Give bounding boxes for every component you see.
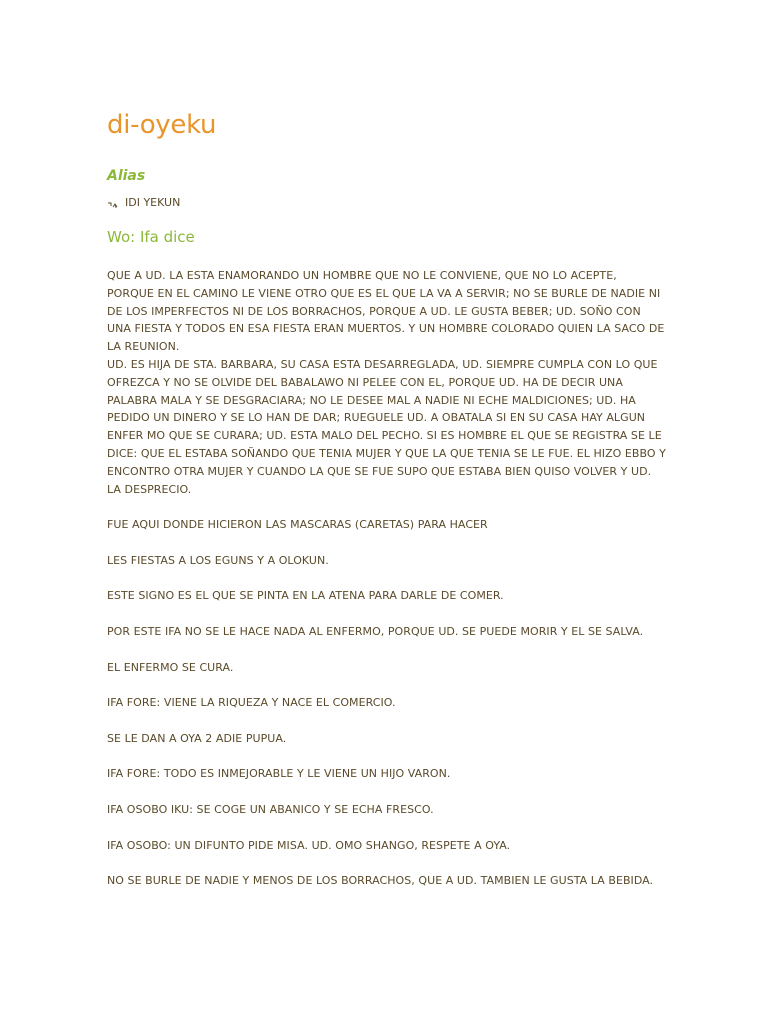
paragraph: NO SE BURLE DE NADIE Y MENOS DE LOS BORRACHOS, QUE A UD. TAMBIEN LE GUSTA LA BEBIDA. — [107, 874, 654, 888]
paragraph: IFA FORE: TODO ES INMEJORABLE Y LE VIENE UN HIJO VARON. — [107, 767, 451, 781]
section-heading: Wo: Ifa dice — [107, 228, 195, 246]
paragraph: LES FIESTAS A LOS EGUNS Y A OLOKUN. — [107, 553, 329, 567]
body-text — [107, 267, 667, 908]
paragraph: ESTE SIGNO ES EL QUE SE PINTA EN LA ATENA PARA DARLE DE COMER. — [107, 589, 504, 603]
paragraph: SE LE DAN A OYA 2 ADIE PUPUA. — [107, 731, 287, 745]
paragraph: QUE A UD. LA ESTA ENAMORANDO UN HOMBRE QUE NO LE CONVIENE, QUE NO LO ACEPTE, PORQUE EN EL CAMINO LE VIENE OTRO QUE ES EL QUE LA VA A SERVIR; NO SE BURLE DE NADIE NI DE LOS IMPERFECTOS NI DE LOS BORRACHOS, PORQUE A UD. LE GUSTA BEBER; UD. SOÑO CON UNA FIESTA Y TODOS EN ESA FIESTA ERAN MUERTOS. Y UN HOMBRE COLORADO QUIEN LA SACO DE LA REUNION. — [107, 269, 665, 354]
paragraph: IFA OSOBO: UN DIFUNTO PIDE MISA. UD. OMO SHANGO, RESPETE A OYA. — [107, 838, 511, 852]
paragraph: UD. ES HIJA DE STA. BARBARA, SU CASA ESTA DESARREGLADA, UD. SIEMPRE CUMPLA CON LO QUE OFREZCA Y NO SE OLVIDE DEL BABALAWO NI PELEE CON EL, PORQUE UD. HA DE DECIR UNA PALABRA MALA Y SE DESGRACIARA; NO LE DESEE MAL A NADIE NI ECHE MALDICIONES; UD. HA PEDIDO UN DINERO Y SE LO HAN DE DAR; RUEGUELE UD. A OBATALA SI EN SU CASA HAY ALGUN ENFER MO QUE SE CURARA; UD. ESTA MALO DEL PECHO. SI ES HOMBRE EL QUE SE REGISTRA SE LE DICE: QUE EL ESTABA SOÑANDO QUE TENIA MUJER Y QUE LA QUE TENIA SE LE FUE. EL HIZO EBBO Y ENCONTRO OTRA MUJER Y CUANDO LA QUE SE FUE SUPO QUE ESTABA BIEN QUISO VOLVER Y UD. LA DESPRECIO. — [107, 357, 666, 496]
paragraph: IFA FORE: VIENE LA RIQUEZA Y NACE EL COMERCIO. — [107, 696, 396, 710]
paragraph: IFA OSOBO IKU: SE COGE UN ABANICO Y SE ECHA FRESCO. — [107, 802, 434, 816]
paragraph: FUE AQUI DONDE HICIERON LAS MASCARAS (CARETAS) PARA HACER — [107, 518, 488, 532]
page-title: di-oyeku — [107, 110, 217, 140]
paragraph: EL ENFERMO SE CURA. — [107, 660, 234, 674]
alias-value: IDI YEKUN — [125, 196, 181, 209]
alias-heading: Alias — [107, 168, 146, 184]
alias-row — [107, 196, 180, 209]
bird-glyph-icon — [107, 200, 119, 210]
paragraph: POR ESTE IFA NO SE LE HACE NADA AL ENFERMO, PORQUE UD. SE PUEDE MORIR Y EL SE SALVA. — [107, 624, 644, 638]
